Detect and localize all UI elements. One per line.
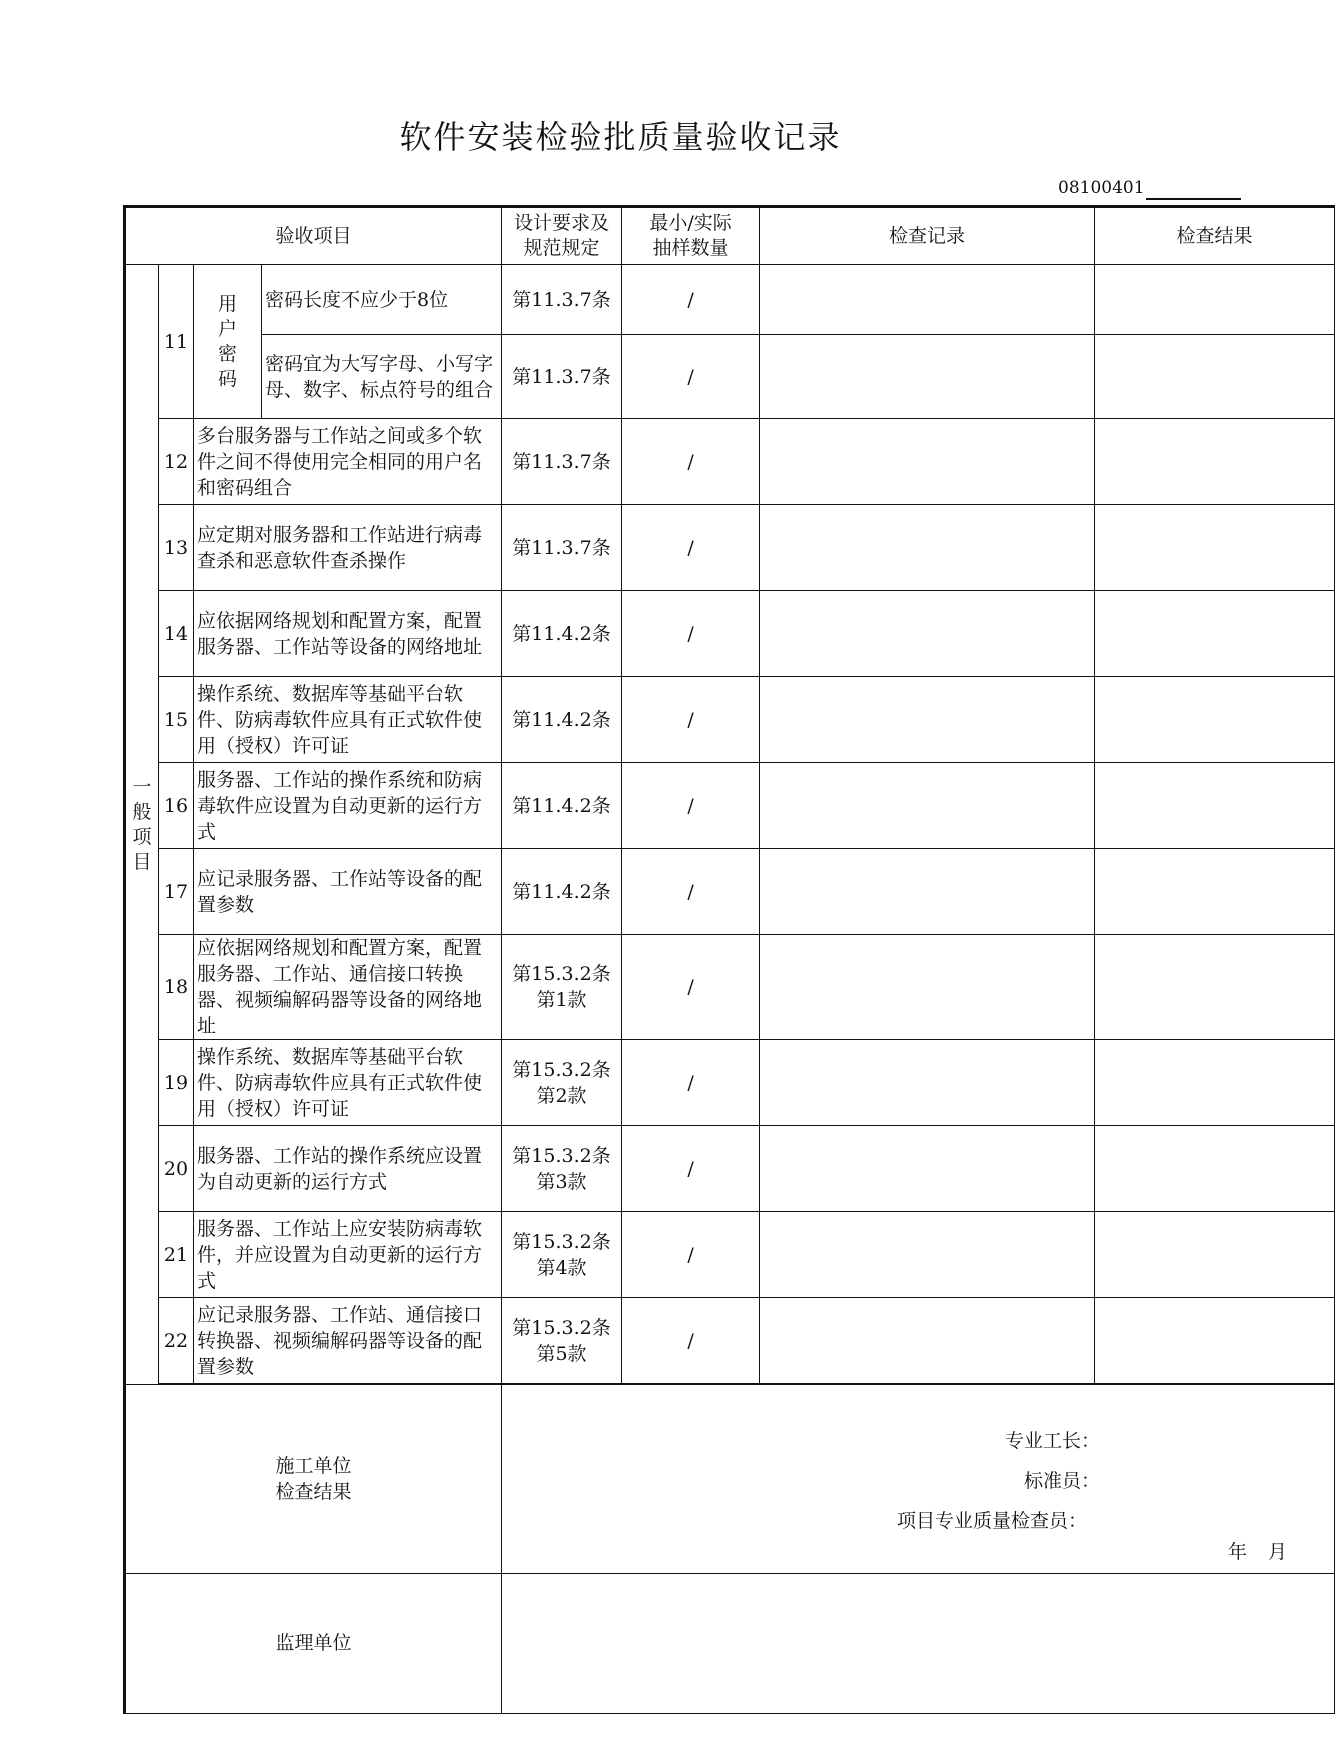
check-record-cell[interactable] [760,1126,1095,1212]
table-row [125,1040,1335,1126]
sample-count: / [622,1040,760,1126]
header-result: 检查结果 [1095,207,1335,265]
check-record-cell[interactable] [760,1040,1095,1126]
standard-clause: 第11.3.7条 [502,505,622,591]
check-result-cell[interactable] [1095,335,1335,419]
header-sample-line1: 最小/实际 [649,212,732,234]
check-record-cell[interactable] [760,265,1095,335]
sample-count: / [622,1298,760,1384]
check-result-cell[interactable] [1095,1212,1335,1298]
construction-unit-label: 施工单位 检查结果 [125,1385,502,1574]
sample-count: / [622,935,760,1040]
standard-clause: 第11.3.7条 [502,265,622,335]
table-row [125,591,1335,677]
table-row [125,505,1335,591]
inspection-table [123,205,1335,1714]
standard-clause: 第11.4.2条 [502,849,622,935]
check-record-cell[interactable] [760,419,1095,505]
sample-count: / [622,591,760,677]
sub-label-user-password: 用 户 密 码 [194,265,262,419]
supervision-unit-label: 监理单位 [125,1574,502,1714]
table-row [125,763,1335,849]
row-number: 20 [159,1126,194,1212]
header-record: 检查记录 [760,207,1095,265]
table-row [125,335,1335,419]
header-item: 验收项目 [125,207,502,265]
standard-clause: 第11.4.2条 [502,677,622,763]
check-record-cell[interactable] [760,677,1095,763]
check-record-cell[interactable] [760,335,1095,419]
construction-date-label: 年 月 [1228,1541,1289,1563]
check-result-cell[interactable] [1095,1040,1335,1126]
check-record-cell[interactable] [760,505,1095,591]
sample-count: / [622,849,760,935]
sample-count: / [622,677,760,763]
row-number: 11 [159,265,194,419]
group-label-general-items: 一 般 项 目 [125,265,159,1385]
item-description: 服务器、工作站的操作系统和防病毒软件应设置为自动更新的运行方式 [194,763,502,849]
table-row [125,1126,1335,1212]
item-description: 操作系统、数据库等基础平台软件、防病毒软件应具有正式软件使用（授权）许可证 [194,1040,502,1126]
item-description: 应记录服务器、工作站等设备的配置参数 [194,849,502,935]
sample-count: / [622,1126,760,1212]
check-record-cell[interactable] [760,935,1095,1040]
page-title: 软件安装检验批质量验收记录 [399,118,842,156]
row-number: 21 [159,1212,194,1298]
table-row [125,1298,1335,1384]
document-code-underline [1146,198,1241,200]
check-result-cell[interactable] [1095,677,1335,763]
item-description: 服务器、工作站的操作系统应设置为自动更新的运行方式 [194,1126,502,1212]
construction-check-row [125,1385,1335,1574]
foreman-label: 专业工长： [1005,1430,1101,1452]
document-code: 08100401 [1058,178,1145,198]
check-result-cell[interactable] [1095,591,1335,677]
item-description: 应依据网络规划和配置方案，配置服务器、工作站、通信接口转换器、视频编解码器等设备的网络地址 [194,935,502,1040]
row-number: 22 [159,1298,194,1384]
check-result-cell[interactable] [1095,935,1335,1040]
sample-count: / [622,505,760,591]
check-result-cell[interactable] [1095,265,1335,335]
standard-clause: 第11.3.7条 [502,419,622,505]
standard-officer-label: 标准员： [1024,1470,1101,1492]
check-result-cell[interactable] [1095,763,1335,849]
item-description: 应依据网络规划和配置方案，配置服务器、工作站等设备的网络地址 [194,591,502,677]
check-result-cell[interactable] [1095,505,1335,591]
header-design-req-line2: 规范规定 [523,237,600,259]
table-row [125,935,1335,1040]
supervision-check-row [125,1574,1335,1714]
item-description: 操作系统、数据库等基础平台软件、防病毒软件应具有正式软件使用（授权）许可证 [194,677,502,763]
table-row [125,677,1335,763]
header-design-req [502,207,622,265]
standard-clause: 第15.3.2条 第1款 [502,935,622,1040]
check-record-cell[interactable] [760,1298,1095,1384]
quality-inspector-label: 项目专业质量检查员： [897,1510,1088,1532]
item-description: 密码长度不应少于8位 [262,265,502,335]
row-number: 19 [159,1040,194,1126]
standard-clause: 第11.4.2条 [502,763,622,849]
header-sample-line2: 抽样数量 [652,237,729,259]
item-description: 应定期对服务器和工作站进行病毒查杀和恶意软件查杀操作 [194,505,502,591]
check-result-cell[interactable] [1095,1126,1335,1212]
check-record-cell[interactable] [760,849,1095,935]
standard-clause: 第15.3.2条 第2款 [502,1040,622,1126]
check-record-cell[interactable] [760,1212,1095,1298]
check-record-cell[interactable] [760,591,1095,677]
row-number: 17 [159,849,194,935]
sample-count: / [622,419,760,505]
header-sample [622,207,760,265]
sample-count: / [622,1212,760,1298]
header-design-req-line1: 设计要求及 [514,212,610,234]
item-description: 密码宜为大写字母、小写字母、数字、标点符号的组合 [262,335,502,419]
check-result-cell[interactable] [1095,419,1335,505]
standard-clause: 第15.3.2条 第4款 [502,1212,622,1298]
table-row [125,1212,1335,1298]
row-number: 18 [159,935,194,1040]
standard-clause: 第11.3.7条 [502,335,622,419]
sample-count: / [622,763,760,849]
check-result-cell[interactable] [1095,1298,1335,1384]
row-number: 15 [159,677,194,763]
standard-clause: 第11.4.2条 [502,591,622,677]
table-row [125,849,1335,935]
table-row [125,265,1335,335]
item-description: 应记录服务器、工作站、通信接口转换器、视频编解码器等设备的配置参数 [194,1298,502,1384]
row-number: 13 [159,505,194,591]
standard-clause: 第15.3.2条 第5款 [502,1298,622,1384]
inspection-sheet [123,205,1289,1654]
table-row [125,419,1335,505]
row-number: 16 [159,763,194,849]
item-description: 服务器、工作站上应安装防病毒软件，并应设置为自动更新的运行方式 [194,1212,502,1298]
construction-signature-area[interactable] [502,1385,1335,1574]
standard-clause: 第15.3.2条 第3款 [502,1126,622,1212]
sample-count: / [622,335,760,419]
check-record-cell[interactable] [760,763,1095,849]
row-number: 12 [159,419,194,505]
supervision-signature-area[interactable] [502,1574,1335,1714]
sample-count: / [622,265,760,335]
row-number: 14 [159,591,194,677]
check-result-cell[interactable] [1095,849,1335,935]
item-description: 多台服务器与工作站之间或多个软件之间不得使用完全相同的用户名和密码组合 [194,419,502,505]
